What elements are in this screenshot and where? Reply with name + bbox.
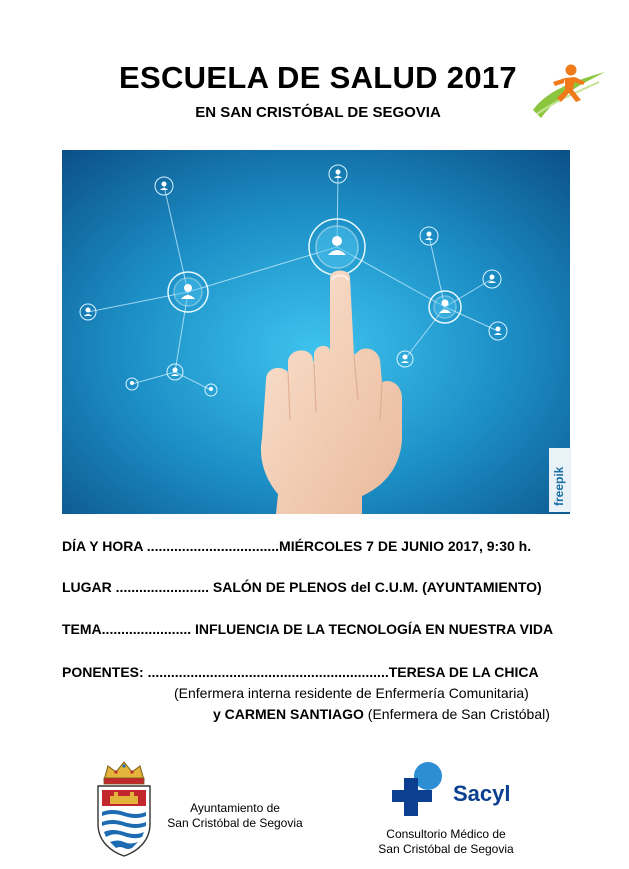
ponente2-role: (Enfermera de San Cristóbal) — [363, 706, 550, 722]
dia-hora-line: DÍA Y HORA ..................................MIÉRCOLES 7 DE JUNIO 2017, 9:30 h. — [62, 538, 532, 554]
lugar-line: LUGAR ........................ SALÓN DE PLENOS del C.U.M. (AYUNTAMIENTO) — [62, 579, 542, 595]
ayuntamiento-label — [160, 801, 310, 831]
consultorio-label — [368, 827, 524, 857]
tema-line: TEMA....................... INFLUENCIA DE LA TECNOLOGÍA EN NUESTRA VIDA — [62, 621, 554, 637]
ponente1-role: (Enfermera interna residente de Enfermería Comunitaria) — [174, 685, 529, 701]
hero-image — [62, 150, 570, 514]
consultorio-line1: Consultorio Médico de — [386, 827, 506, 841]
sacyl-logo-icon — [392, 760, 452, 820]
coat-of-arms-icon — [94, 758, 154, 858]
page-title: ESCUELA DE SALUD 2017 — [119, 60, 517, 95]
ponente2-name: y CARMEN SANTIAGO — [213, 706, 364, 722]
escuela-salud-logo — [527, 60, 607, 122]
freepik-credit — [549, 448, 571, 512]
page-subtitle: EN SAN CRISTÓBAL DE SEGOVIA — [195, 104, 441, 121]
ayuntamiento-line1: Ayuntamiento de — [190, 801, 280, 815]
freepik-credit-text: freepik — [552, 466, 566, 506]
ponentes-line: PONENTES: ..............................................................TERESA DE LA CHICA — [62, 664, 539, 680]
consultorio-line2: San Cristóbal de Segovia — [378, 842, 514, 856]
sacyl-brand: Sacyl — [453, 781, 511, 806]
ponente2-line — [213, 706, 550, 722]
ayuntamiento-line2: San Cristóbal de Segovia — [167, 816, 303, 830]
